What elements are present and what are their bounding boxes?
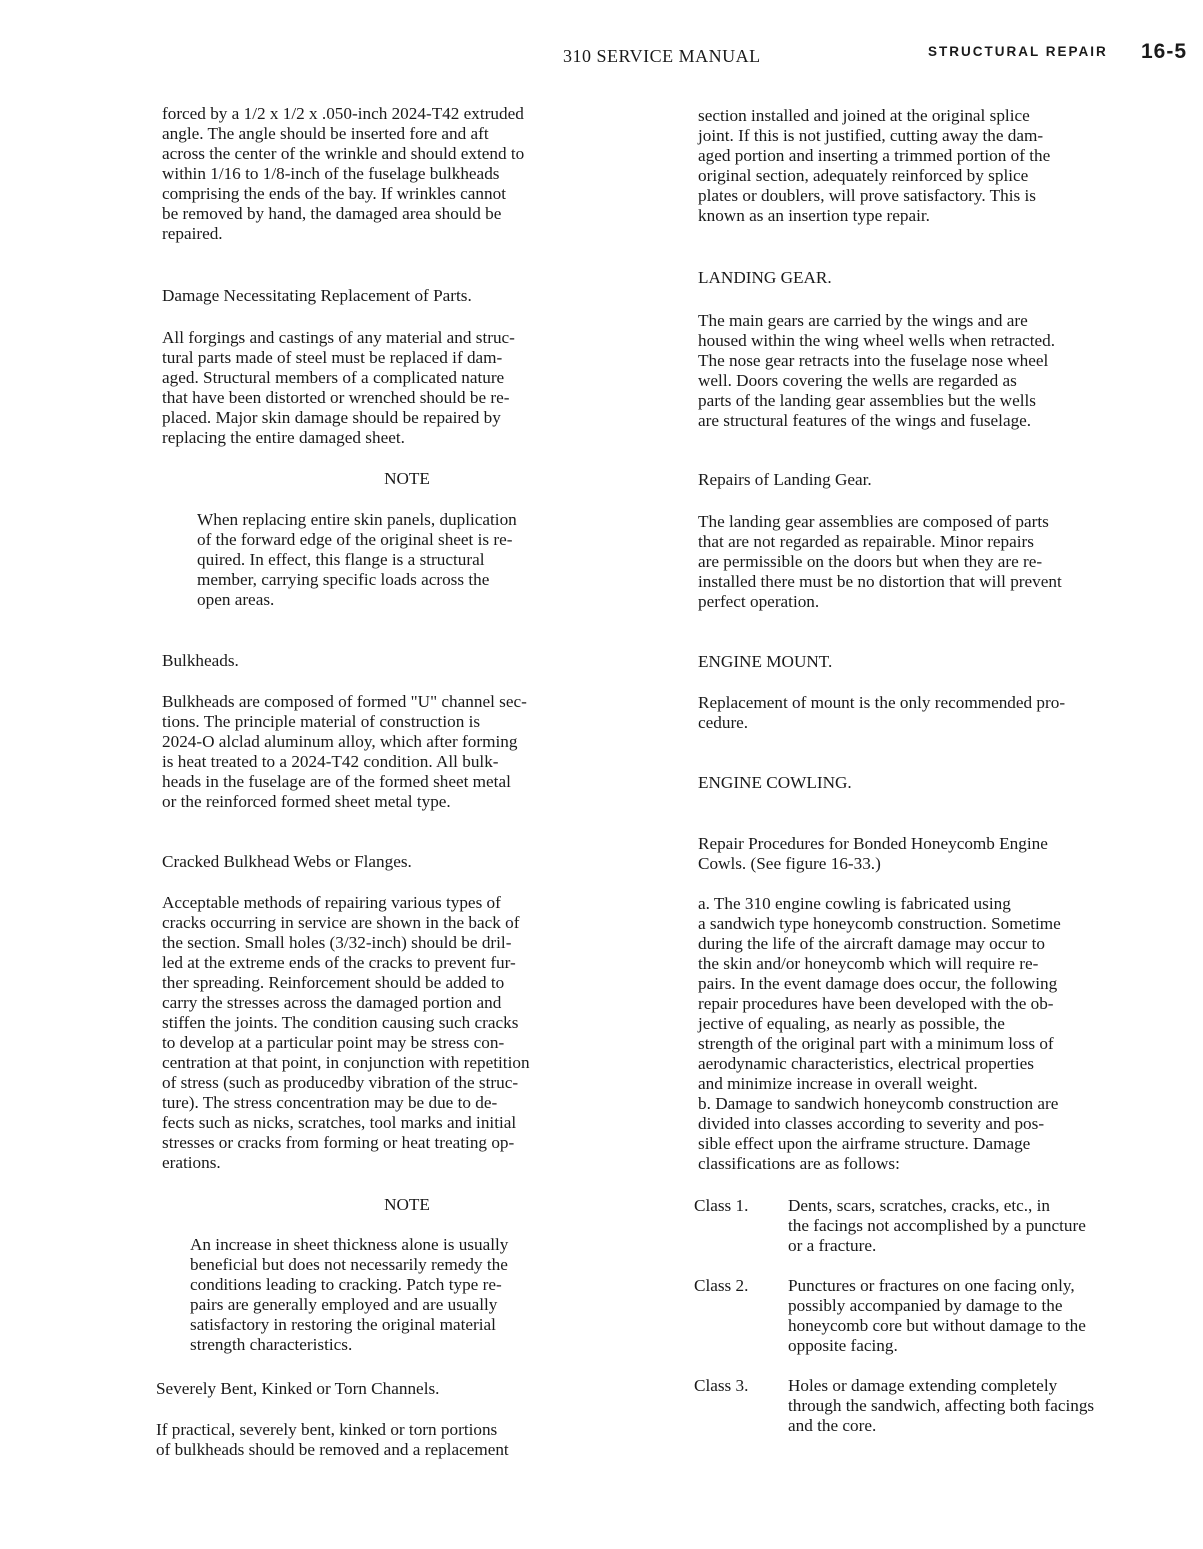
text-line: known as an insertion type repair. xyxy=(698,206,930,225)
text-line: are structural features of the wings and fuselage. xyxy=(698,411,1032,430)
text-line: is heat treated to a 2024-T42 condition. All bulk- xyxy=(162,752,499,771)
paragraph-repairs-of-landing-gear xyxy=(698,512,1188,612)
text-line: parts of the landing gear assemblies but the wells xyxy=(698,391,1036,410)
text-line: tural parts made of steel must be replaced if dam- xyxy=(162,348,503,367)
text-line: through the sandwich, affecting both facings xyxy=(788,1396,1095,1415)
text-line: plates or doublers, will prove satisfactory. This is xyxy=(698,186,1036,205)
damage-class-item xyxy=(694,1376,1188,1436)
text-line: 2024-O alclad aluminum alloy, which after forming xyxy=(162,732,518,751)
text-line: Repair Procedures for Bonded Honeycomb Engine xyxy=(698,834,1048,853)
note-sheet-thickness xyxy=(162,1235,652,1355)
paragraph-landing-gear xyxy=(698,311,1188,431)
paragraph-insertion-repair xyxy=(698,106,1188,226)
text-line: well. Doors covering the wells are regarded as xyxy=(698,371,1017,390)
text-line: Holes or damage extending completely xyxy=(788,1376,1058,1395)
text-line: within 1/16 to 1/8-inch of the fuselage bulkheads xyxy=(162,164,500,183)
text-line: erations. xyxy=(162,1153,221,1172)
text-line: the skin and/or honeycomb which will require re- xyxy=(698,954,1039,973)
text-line: of bulkheads should be removed and a replacement xyxy=(156,1440,509,1459)
paragraph-bulkheads xyxy=(162,692,652,812)
text-line: carry the stresses across the damaged portion and xyxy=(162,993,502,1012)
text-line: The landing gear assemblies are composed of parts xyxy=(698,512,1049,531)
text-line: ture). The stress concentration may be due to de- xyxy=(162,1093,498,1112)
note-title: NOTE xyxy=(384,1195,430,1214)
text-line: When replacing entire skin panels, duplication xyxy=(197,510,517,529)
text-line: open areas. xyxy=(197,590,275,609)
text-line: aerodynamic characteristics, electrical properties xyxy=(698,1054,1034,1073)
damage-class-description xyxy=(788,1196,1188,1256)
note-title: NOTE xyxy=(384,469,430,488)
text-line: the facings not accomplished by a puncture xyxy=(788,1216,1086,1235)
text-line: that are not regarded as repairable. Minor repairs xyxy=(698,532,1034,551)
text-line: b. Damage to sandwich honeycomb construction are xyxy=(698,1094,1059,1113)
text-line: possibly accompanied by damage to the xyxy=(788,1296,1063,1315)
text-line: beneficial but does not necessarily remedy the xyxy=(190,1255,508,1274)
text-line: or a fracture. xyxy=(788,1236,877,1255)
paragraph-engine-mount xyxy=(698,693,1188,733)
paragraph-severely-bent-channels xyxy=(156,1420,652,1460)
text-line: repair procedures have been developed with the ob- xyxy=(698,994,1054,1013)
text-line: An increase in sheet thickness alone is usually xyxy=(190,1235,509,1254)
text-line: to develop at a particular point may be stress con- xyxy=(162,1033,505,1052)
damage-class-description xyxy=(788,1376,1188,1436)
text-line: of stress (such as producedby vibration of the struc- xyxy=(162,1073,519,1092)
damage-class-item xyxy=(694,1276,1188,1356)
heading-repairs-of-landing-gear: Repairs of Landing Gear. xyxy=(698,470,872,489)
text-line: The main gears are carried by the wings and are xyxy=(698,311,1028,330)
page-number: 16-5 xyxy=(1141,40,1188,63)
heading-bonded-honeycomb xyxy=(698,834,1188,874)
text-line: heads in the fuselage are of the formed sheet metal xyxy=(162,772,511,791)
text-line: member, carrying specific loads across the xyxy=(197,570,490,589)
text-line: angle. The angle should be inserted fore and aft xyxy=(162,124,489,143)
heading-landing-gear: LANDING GEAR. xyxy=(698,268,832,287)
text-line: strength characteristics. xyxy=(190,1335,353,1354)
damage-class-label: Class 2. xyxy=(694,1276,749,1295)
text-line: fects such as nicks, scratches, tool marks and initial xyxy=(162,1113,517,1132)
text-line: repaired. xyxy=(162,224,223,243)
text-line: Bulkheads are composed of formed "U" channel sec- xyxy=(162,692,527,711)
text-line: cracks occurring in service are shown in the back of xyxy=(162,913,520,932)
text-line: across the center of the wrinkle and should extend to xyxy=(162,144,525,163)
text-line: forced by a 1/2 x 1/2 x .050-inch 2024-T42 extruded xyxy=(162,104,524,123)
text-line: be removed by hand, the damaged area should be xyxy=(162,204,502,223)
damage-class-description xyxy=(788,1276,1188,1356)
text-line: pairs are generally employed and are usually xyxy=(190,1295,498,1314)
text-line: stiffen the joints. The condition causing such cracks xyxy=(162,1013,519,1032)
text-line: comprising the ends of the bay. If wrinkles cannot xyxy=(162,184,506,203)
paragraph-a-engine-cowling-construction xyxy=(698,894,1188,1094)
paragraph-cracked-bulkhead-webs xyxy=(162,893,652,1173)
text-line: If practical, severely bent, kinked or torn portions xyxy=(156,1420,498,1439)
text-line: and the core. xyxy=(788,1416,877,1435)
text-line: divided into classes according to severity and pos- xyxy=(698,1114,1045,1133)
text-line: or the reinforced formed sheet metal type. xyxy=(162,792,451,811)
text-line: classifications are as follows: xyxy=(698,1154,900,1173)
text-line: Punctures or fractures on one facing only, xyxy=(788,1276,1075,1295)
text-line: replacing the entire damaged sheet. xyxy=(162,428,405,447)
heading-engine-cowling: ENGINE COWLING. xyxy=(698,773,852,792)
left-column xyxy=(156,104,652,1460)
heading-bulkheads: Bulkheads. xyxy=(162,651,239,670)
heading-severely-bent-channels: Severely Bent, Kinked or Torn Channels. xyxy=(156,1379,440,1398)
text-line: centration at that point, in conjunction with repetition xyxy=(162,1053,530,1072)
text-line: joint. If this is not justified, cutting away the dam- xyxy=(698,126,1044,145)
text-line: pairs. In the event damage does occur, the following xyxy=(698,974,1058,993)
text-line: Acceptable methods of repairing various types of xyxy=(162,893,501,912)
heading-replacement-of-parts: Damage Necessitating Replacement of Parts. xyxy=(162,286,472,305)
text-line: installed there must be no distortion that will prevent xyxy=(698,572,1062,591)
text-line: that have been distorted or wrenched should be re- xyxy=(162,388,510,407)
paragraph-b-damage-classes xyxy=(698,1094,1188,1174)
text-line: housed within the wing wheel wells when retracted. xyxy=(698,331,1056,350)
manual-title: 310 SERVICE MANUAL xyxy=(563,46,761,66)
text-line: of the forward edge of the original sheet is re- xyxy=(197,530,513,549)
section-title: STRUCTURAL REPAIR xyxy=(928,44,1108,59)
text-line: section installed and joined at the original splice xyxy=(698,106,1030,125)
text-line: strength of the original part with a minimum loss of xyxy=(698,1034,1054,1053)
damage-class-label: Class 3. xyxy=(694,1376,749,1395)
text-line: a sandwich type honeycomb construction. Sometime xyxy=(698,914,1061,933)
text-line: opposite facing. xyxy=(788,1336,898,1355)
text-line: a. The 310 engine cowling is fabricated using xyxy=(698,894,1011,913)
text-line: All forgings and castings of any material and struc- xyxy=(162,328,515,347)
damage-classes-list xyxy=(694,1196,1188,1436)
damage-class-label: Class 1. xyxy=(694,1196,749,1215)
text-line: aged. Structural members of a complicated nature xyxy=(162,368,505,387)
text-line: cedure. xyxy=(698,713,749,732)
text-line: Cowls. (See figure 16-33.) xyxy=(698,854,881,873)
text-line: perfect operation. xyxy=(698,592,820,611)
text-line: led at the extreme ends of the cracks to prevent fur- xyxy=(162,953,516,972)
right-column xyxy=(694,106,1188,1436)
paragraph-intro xyxy=(162,104,652,244)
paragraph-replacement-of-parts xyxy=(162,328,652,448)
text-line: conditions leading to cracking. Patch type re- xyxy=(190,1275,502,1294)
text-line: the section. Small holes (3/32-inch) should be dril- xyxy=(162,933,512,952)
text-line: honeycomb core but without damage to the xyxy=(788,1316,1086,1335)
text-line: during the life of the aircraft damage may occur to xyxy=(698,934,1045,953)
text-line: stresses or cracks from forming or heat treating op- xyxy=(162,1133,515,1152)
text-line: ther spreading. Reinforcement should be added to xyxy=(162,973,505,992)
text-line: The nose gear retracts into the fuselage nose wheel xyxy=(698,351,1049,370)
text-line: and minimize increase in overall weight. xyxy=(698,1074,978,1093)
text-line: tions. The principle material of construction is xyxy=(162,712,481,731)
text-line: satisfactory in restoring the original material xyxy=(190,1315,496,1334)
damage-class-item xyxy=(694,1196,1188,1256)
text-line: aged portion and inserting a trimmed portion of the xyxy=(698,146,1051,165)
heading-engine-mount: ENGINE MOUNT. xyxy=(698,652,833,671)
text-line: sible effect upon the airframe structure. Damage xyxy=(698,1134,1031,1153)
text-line: jective of equaling, as nearly as possible, the xyxy=(698,1014,1005,1033)
text-line: Dents, scars, scratches, cracks, etc., in xyxy=(788,1196,1051,1215)
heading-cracked-bulkhead-webs: Cracked Bulkhead Webs or Flanges. xyxy=(162,852,412,871)
text-line: quired. In effect, this flange is a structural xyxy=(197,550,485,569)
text-line: Replacement of mount is the only recommended pro- xyxy=(698,693,1066,712)
text-line: placed. Major skin damage should be repaired by xyxy=(162,408,501,427)
text-line: are permissible on the doors but when they are re- xyxy=(698,552,1043,571)
note-skin-panels xyxy=(162,510,652,610)
text-line: original section, adequately reinforced by splice xyxy=(698,166,1029,185)
